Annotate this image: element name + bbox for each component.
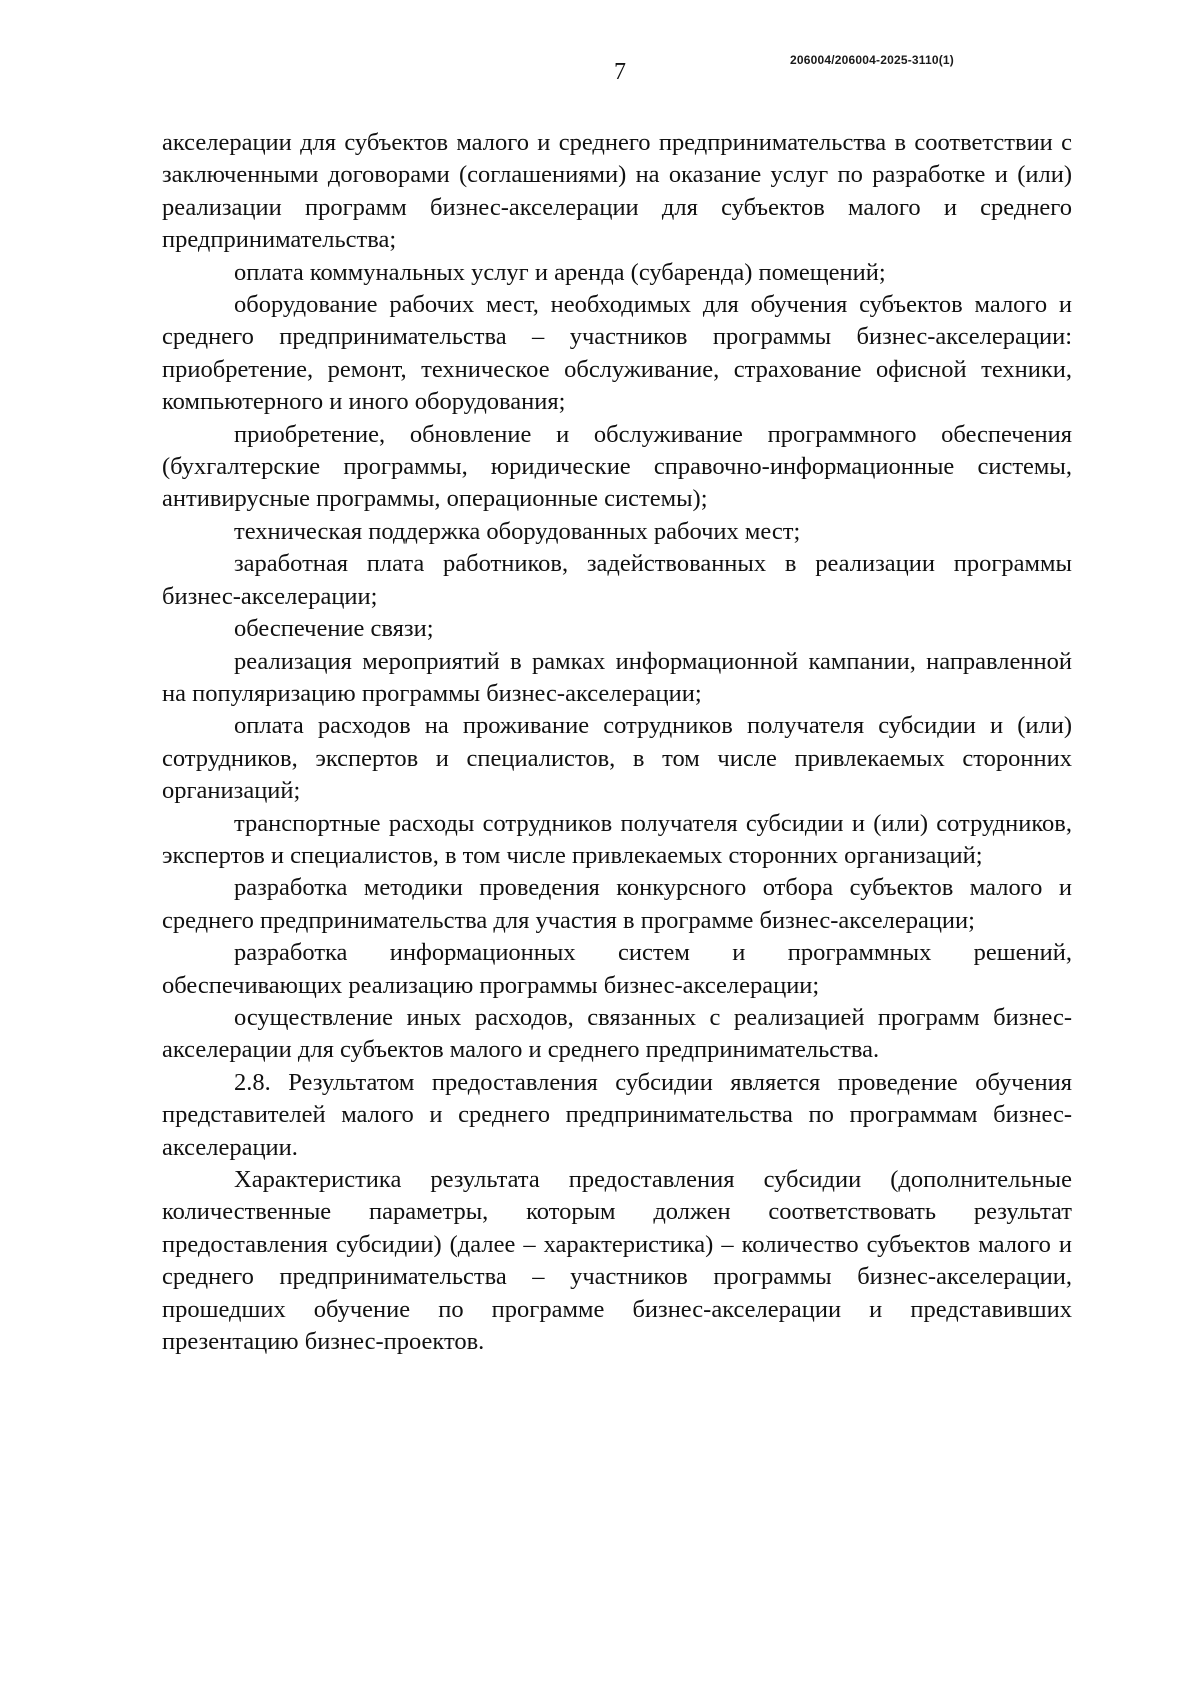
paragraph: заработная плата работников, задействованных в реализации программы бизнес-акселерации; xyxy=(162,550,1072,610)
paragraph: обеспечение связи; xyxy=(234,615,434,643)
page-number: 7 xyxy=(614,59,626,85)
paragraph-characteristic: Характеристика результата предоставления субсидии (дополнительные количественные параметры, которым должен соответствовать результат предоставления субсидии) (далее – характеристика) – количество субъектов малого и среднего предпринимательства – участников программы бизнес-акселерации, прошедших обучение по программе бизнес-акселерации и представивших презентацию бизнес-проектов. xyxy=(162,1166,1072,1356)
paragraph: техническая поддержка оборудованных рабочих мест; xyxy=(234,517,801,545)
paragraph-clause-2-8: 2.8. Результатом предоставления субсидии является проведение обучения представителей малого и среднего предпринимательства по программам бизнес-акселерации. xyxy=(162,1068,1072,1161)
paragraph: оплата расходов на проживание сотрудников получателя субсидии и (или) сотрудников, экспертов и специалистов, в том числе привлекаемых сторонних организаций; xyxy=(162,712,1072,805)
paragraph: разработка методики проведения конкурсного отбора субъектов малого и среднего предпринимательства для участия в программе бизнес-акселерации; xyxy=(162,874,1072,934)
paragraph: осуществление иных расходов, связанных с реализацией программ бизнес-акселерации для субъектов малого и среднего предпринимательства. xyxy=(162,1003,1072,1064)
paragraph: оборудование рабочих мест, необходимых для обучения субъектов малого и среднего предпринимательства – участников программы бизнес-акселерации: приобретение, ремонт, техническое обслуживание, страхование офисной техники, компьютерного и иного оборудования; xyxy=(162,291,1072,416)
paragraph: оплата коммунальных услуг и аренда (субаренда) помещений; xyxy=(234,258,886,286)
paragraph: разработка информационных систем и программных решений, обеспечивающих реализацию программы бизнес-акселерации; xyxy=(162,939,1072,999)
paragraph-continuation: акселерации для субъектов малого и среднего предпринимательства в соответствии с заключенными договорами (соглашениями) на оказание услуг по разработке и (или) реализации программ бизнес-акселерации для субъектов малого и среднего предпринимательства; xyxy=(162,129,1072,254)
paragraph: транспортные расходы сотрудников получателя субсидии и (или) сотрудников, экспертов и специалистов, в том числе привлекаемых сторонних организаций; xyxy=(162,809,1072,869)
paragraph: приобретение, обновление и обслуживание программного обеспечения (бухгалтерские программы, юридические справочно-информационные системы, антивирусные программы, операционные системы); xyxy=(162,420,1072,513)
document-id: 206004/206004-2025-3110(1) xyxy=(790,53,955,67)
document-body xyxy=(162,127,1072,1358)
paragraph: реализация мероприятий в рамках информационной кампании, направленной на популяризацию программы бизнес-акселерации; xyxy=(162,647,1072,707)
